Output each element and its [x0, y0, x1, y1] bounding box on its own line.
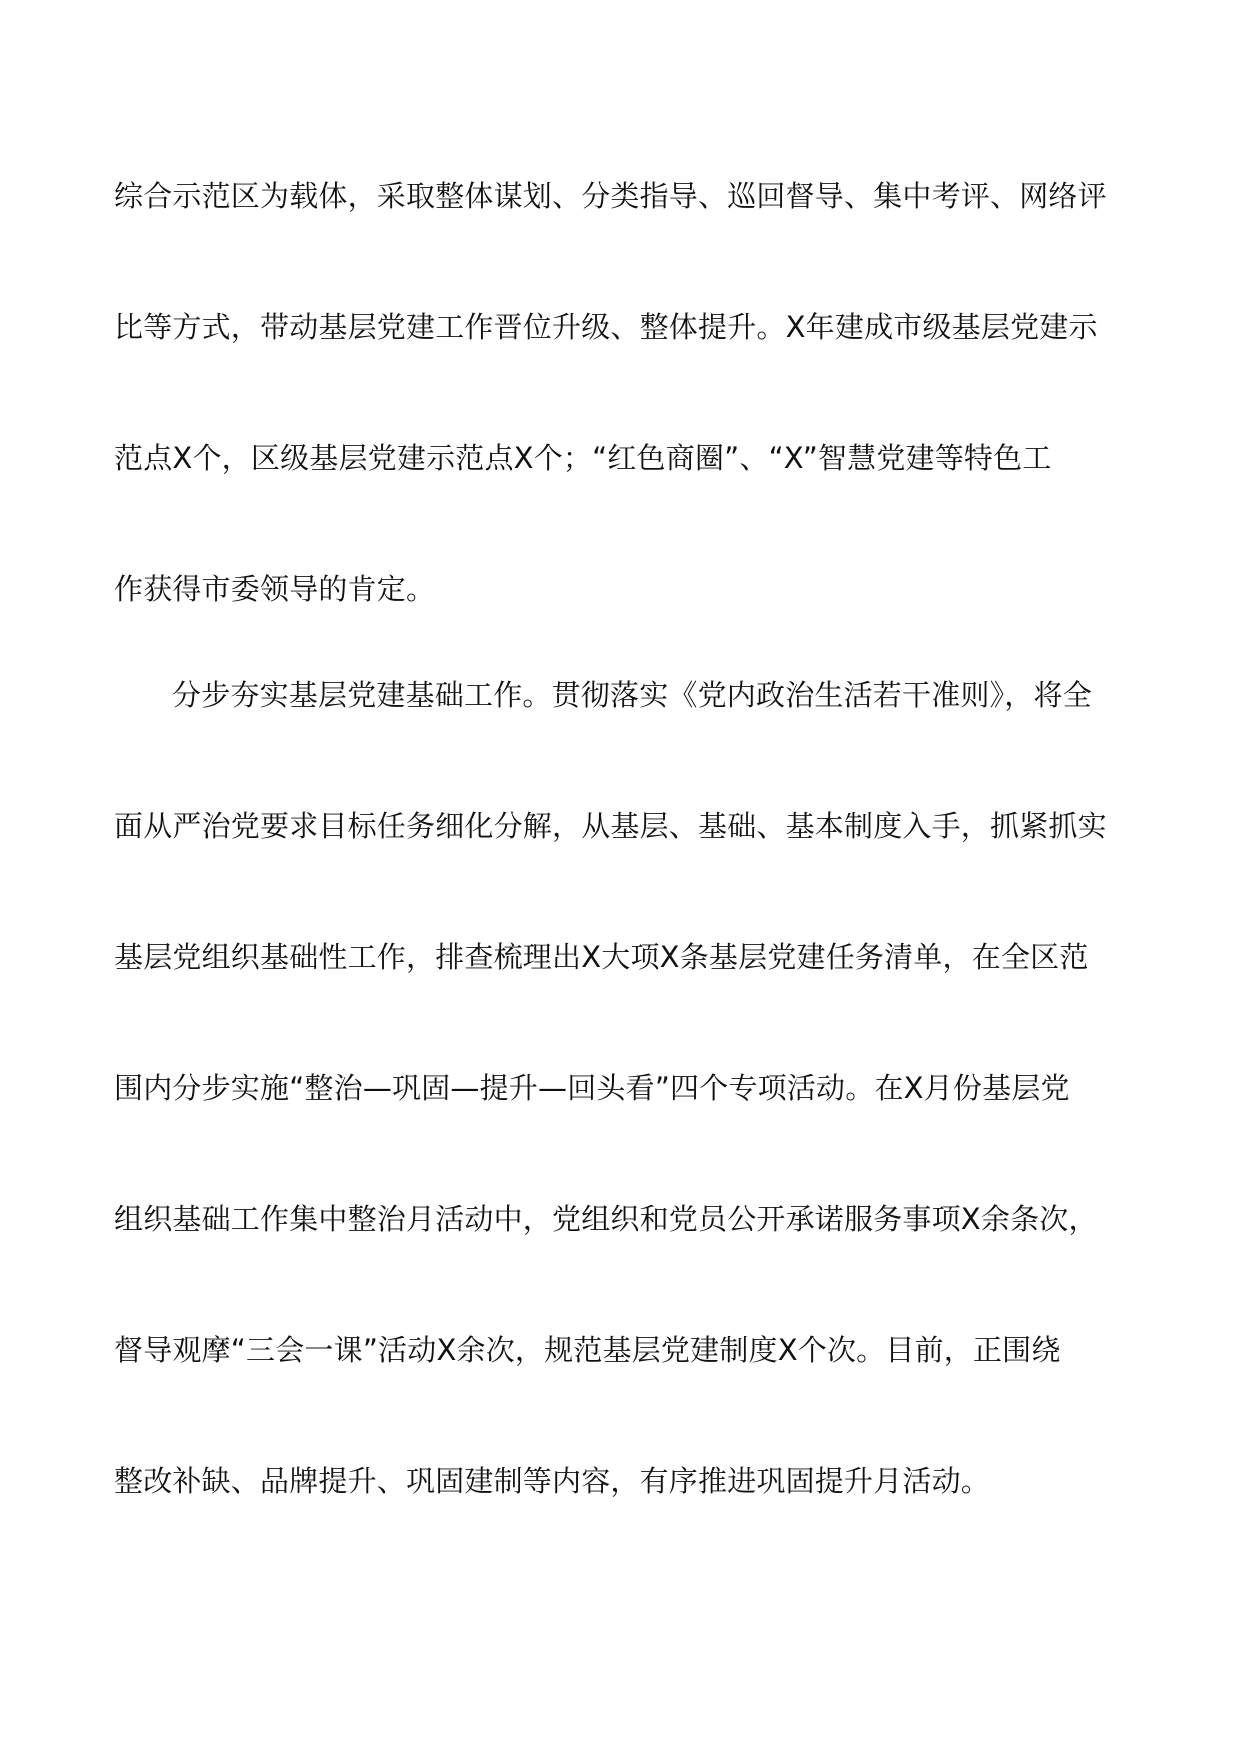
text-line-7: 基层党组织基础性工作，排查梳理出X大项X条基层党建任务清单，在全区范: [114, 940, 1089, 974]
text-line-4: 作获得市委领导的肯定。: [114, 572, 436, 606]
text-line-11: 整改补缺、品牌提升、巩固建制等内容，有序推进巩固提升月活动。: [114, 1464, 991, 1498]
paragraph-lead-line: 分步夯实基层党建基础工作。贯彻落实《党内政治生活若干准则》，将全: [172, 678, 1092, 712]
text-line-10: 督导观摩“三会一课”活动X余次，规范基层党建制度X个次。目前，正围绕: [114, 1333, 1061, 1367]
text-line-8: 围内分步实施“整治—巩固—提升—回头看”四个专项活动。在X月份基层党: [114, 1071, 1070, 1105]
text-line-3: 范点X个，区级基层党建示范点X个；“红色商圈”、“X”智慧党建等特色工: [114, 441, 1052, 475]
text-line-9: 组织基础工作集中整治月活动中，党组织和党员公开承诺服务事项X余条次，: [114, 1202, 1098, 1236]
text-line-6: 面从严治党要求目标任务细化分解，从基层、基础、基本制度入手，抓紧抓实: [114, 809, 1107, 843]
text-line-1: 综合示范区为载体，采取整体谋划、分类指导、巡回督导、集中考评、网络评: [114, 179, 1107, 213]
text-line-2: 比等方式，带动基层党建工作晋位升级、整体提升。X年建成市级基层党建示: [114, 310, 1098, 344]
